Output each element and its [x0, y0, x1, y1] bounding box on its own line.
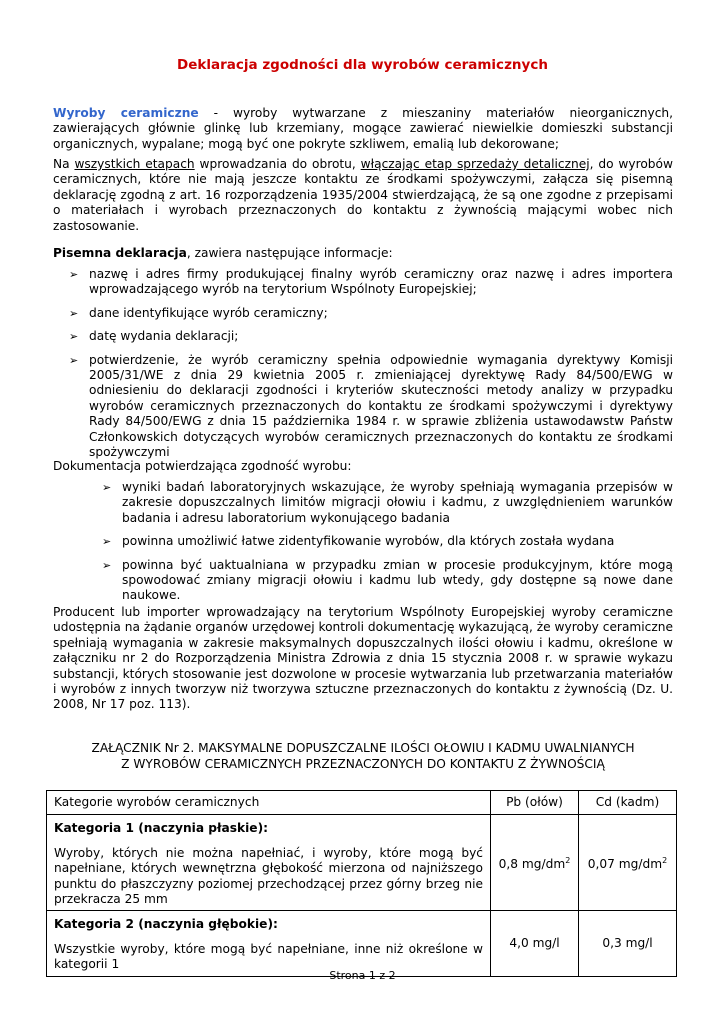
- arrow-bullet-icon: ➢: [69, 306, 79, 320]
- page-footer: Strona 1 z 2: [329, 969, 396, 982]
- list-item-text: dane identyfikujące wyrób ceramiczny;: [89, 305, 328, 320]
- sales-text-3: , do wyrobów ceramicznych, które nie mają jeszcze kontaktu ze środkami spożywczymi, załącza się pisemną deklarację zgodną z art. 16 rozporządzenia 1935/2004 stwierdzającą, że są one zgodne z przepisami o materiałach i wyrobach przeznaczonych do kontaktu z żywnością mającymi wobec nich zastosowanie.: [53, 157, 673, 233]
- table-header-cell: Cd (kadm): [578, 791, 676, 815]
- annex-heading-line-1: ZAŁĄCZNIK Nr 2. MAKSYMALNE DOPUSZCZALNE ILOŚCI OŁOWIU I KADMU UWALNIANYCH: [91, 741, 635, 755]
- annex-heading: [53, 740, 673, 772]
- annex-heading-line-2: Z WYROBÓW CERAMICZNYCH PRZEZNACZONYCH DO KONTAKTU Z ŻYWNOŚCIĄ: [121, 757, 605, 771]
- intro-paragraph: [53, 106, 673, 152]
- table-header-cell: Kategorie wyrobów ceramicznych: [47, 791, 491, 815]
- arrow-bullet-icon: ➢: [102, 558, 112, 572]
- sales-paragraph: [53, 157, 673, 234]
- producer-paragraph: Producent lub importer wprowadzający na terytorium Wspólnoty Europejskiej wyroby ceramiczne udostępnia na żądanie organów urzędowej kontroli dokumentację wykazującą, że wyroby ceramiczne spełniają wymagania w zakresie maksymalnych dopuszczalnych ilości ołowiu i kadmu, określone w załączniku nr 2 do Rozporządzenia Ministra Zdrowia z dnia 15 stycznia 2008 r. w sprawie wykazu substancji, których stosowanie jest dozwolone w procesie wytwarzania lub przetwarzania materiałów i wyrobów z innych tworzyw niż tworzywa sztuczne przeznaczonych do kontaktu z żywnością (Dz. U. 2008, Nr 17 poz. 113).: [53, 605, 673, 712]
- arrow-bullet-icon: ➢: [102, 481, 112, 494]
- table-row: [47, 911, 677, 976]
- written-declaration-rest: , zawiera następujące informacje:: [186, 246, 393, 260]
- list-item: [102, 534, 673, 549]
- table-header-row: [47, 791, 677, 815]
- limits-table: [46, 790, 677, 977]
- list-item-text: powinna umożliwić łatwe zidentyfikowanie wyrobów, dla których została wydana: [122, 534, 615, 549]
- table-row: [47, 815, 677, 911]
- written-declaration-list: [69, 267, 673, 468]
- category-cell: [47, 815, 491, 911]
- list-item: [102, 558, 673, 604]
- category-title: Kategoria 1 (naczynia płaskie):: [54, 821, 269, 836]
- pb-value-cell: [491, 911, 579, 976]
- intro-definition: - wyroby wytwarzane z mieszaniny materiałów nieorganicznych, zawierających głównie glinkę lub krzemiany, mogące zawierać niewielkie domieszki substancji organicznych, wypalane; mogą być one pokryte szkliwem, emalią lub dekorowane;: [53, 106, 674, 151]
- category-description: Wyroby, których nie można napełniać, i wyroby, które mogą być napełniane, których wewnętrzna głębokość mierzona od najniższego punktu do płaszczyzny poziomej przechodzącej przez górny brzeg nie przekracza 25 mm: [54, 845, 483, 907]
- list-item: [69, 329, 673, 344]
- page-title: Deklaracja zgodności dla wyrobów ceramicznych: [177, 57, 548, 73]
- written-declaration-term: Pisemna deklaracja: [53, 246, 187, 260]
- sales-text-2: wprowadzania do obrotu,: [194, 157, 361, 171]
- arrow-bullet-icon: ➢: [69, 330, 79, 344]
- list-item-text: potwierdzenie, że wyrób ceramiczny spełnia odpowiednie wymagania dyrektywy Komisji 2005/31/WE z dnia 29 kwietnia 2005 r. zmieniającej dyrektywę Rady 84/500/EWG w odniesieniu do deklaracji zgodności i kryteriów skuteczności metody analizy w przypadku wyrobów ceramicznych przeznaczonych do kontaktu ze środkami spożywczymi i dyrektywy Rady 84/500/EWG z dnia 15 października 1984 r. w sprawie zbliżenia ustawodawstw Państw Członkowskich dotyczących wyrobów ceramicznych przeznaczonych do kontaktu ze środkami spożywczymi: [89, 352, 673, 460]
- cd-unit-exponent: 2: [662, 856, 668, 866]
- list-item-text: powinna być uaktualniana w przypadku zmian w procesie produkcyjnym, które mogą spowodować zmiany migracji ołowiu i kadmu lub wtedy, gdy dostępne są nowe dane naukowe.: [122, 557, 673, 603]
- sales-text-1: Na: [53, 157, 75, 171]
- intro-term: Wyroby ceramiczne: [53, 106, 199, 120]
- sales-underlined-2: włączając etap sprzedaży detalicznej: [360, 157, 590, 171]
- list-item: [102, 480, 673, 526]
- sales-underlined-1: wszystkich etapach: [74, 157, 195, 171]
- pb-value-cell: [491, 815, 579, 911]
- pb-value: 0,8 mg/dm: [498, 857, 566, 872]
- documentation-heading: Dokumentacja potwierdzająca zgodność wyrobu:: [53, 459, 352, 473]
- category-title: Kategoria 2 (naczynia głębokie):: [54, 917, 278, 932]
- list-item: [69, 306, 673, 321]
- pb-unit-exponent: 2: [565, 856, 571, 866]
- cd-value-cell: [578, 911, 676, 976]
- cd-value-cell: [578, 815, 676, 911]
- pb-value: 4,0 mg/l: [509, 935, 560, 950]
- cd-value: 0,07 mg/dm: [587, 857, 663, 872]
- written-declaration-heading: [53, 246, 673, 261]
- cd-value: 0,3 mg/l: [602, 935, 653, 950]
- list-item-text: wyniki badań laboratoryjnych wskazujące, że wyroby spełniają wymagania przepisów w zakresie dopuszczalnych limitów migracji ołowiu i kadmu, z uwzględnieniem warunków badania i adresu laboratorium wykonującego badania: [122, 480, 673, 525]
- arrow-bullet-icon: ➢: [102, 535, 112, 549]
- list-item-text: nazwę i adres firmy produkującej finalny wyrób ceramiczny oraz nazwę i adres importera wprowadzającego wyrób na terytorium Wspólnoty Europejskiej;: [89, 267, 673, 297]
- arrow-bullet-icon: ➢: [69, 353, 79, 367]
- list-item-text: datę wydania deklaracji;: [89, 329, 239, 344]
- list-item: [69, 267, 673, 298]
- list-item: [69, 353, 673, 461]
- category-cell: [47, 911, 491, 976]
- table-header-cell: Pb (ołów): [491, 791, 579, 815]
- arrow-bullet-icon: ➢: [69, 268, 79, 281]
- category-description: Wszystkie wyroby, które mogą być napełniane, inne niż określone w kategorii 1: [54, 941, 483, 972]
- documentation-list: [102, 480, 673, 612]
